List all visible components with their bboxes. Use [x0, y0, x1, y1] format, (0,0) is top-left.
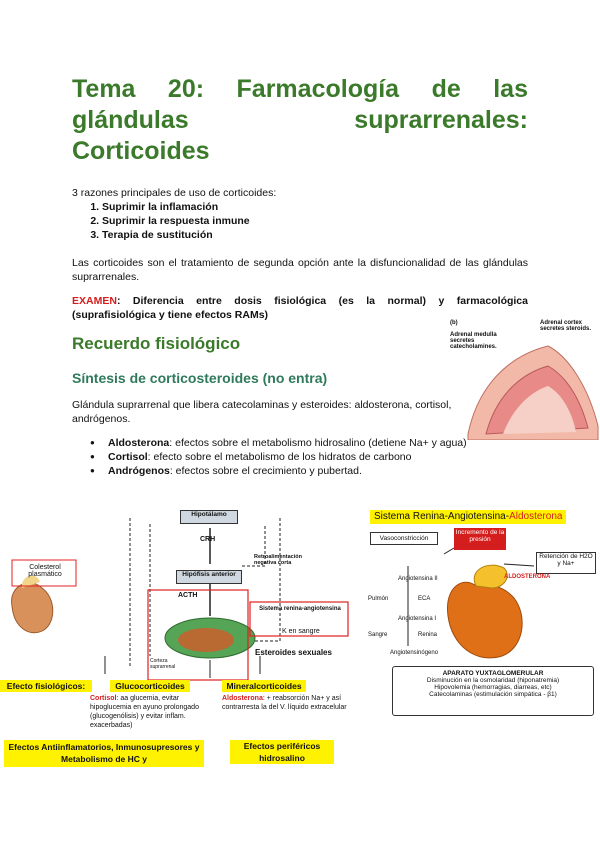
gland-text: Glándula suprarrenal que libera catecolaminas y esteroides: aldosterona, cortisol, andrógenos.	[72, 399, 452, 425]
exam-text: : Diferencia entre dosis fisiológica (es la normal) y farmacológica (suprafisiológica y tiene efectos RAMs)	[72, 295, 528, 321]
title-word: glándulas	[72, 106, 189, 134]
bullet-term: Cortisol	[108, 451, 148, 463]
raa-title-b: Aldosterona	[509, 511, 563, 522]
list-item: 1. Suprimir la inflamación	[102, 200, 250, 214]
efectos-peri-box: Efectos periféricos hidrosalino	[230, 740, 334, 764]
list-item	[90, 450, 470, 464]
aparato-box	[392, 666, 594, 716]
k-sangre-label: K en sangre	[282, 628, 320, 635]
crh-label: CRH	[200, 536, 216, 543]
reasons-list	[82, 200, 250, 242]
list-item: 3. Terapia de sustitución	[102, 228, 250, 242]
list-item	[90, 464, 470, 478]
aparato-title: APARATO YUXTAGLOMERULAR	[442, 670, 544, 677]
sangre-label: Sangre	[368, 632, 388, 638]
list-item: Disminución en la osmolaridad (hiponatremia)	[426, 677, 560, 684]
figure-tag: (b)	[450, 320, 458, 326]
sistema-ra-label: Sistema renina-angiotensina	[259, 606, 341, 612]
aldo-desc	[222, 694, 352, 712]
page-title	[72, 74, 528, 167]
colesterol-label: Colesterol plasmático	[28, 564, 62, 578]
angio-label: Angiotensinógeno	[390, 650, 439, 656]
bullet-text: : efectos sobre el metabolismo hidrosalino (detiene Na+ y agua)	[169, 437, 467, 449]
aldo-term: Aldosterona	[222, 695, 263, 702]
retro-label: Retroalimentación negativa corta	[254, 554, 302, 566]
cortisol-desc	[90, 694, 220, 730]
raa-title-a: Sistema Renina-Angiotensina-	[374, 511, 510, 522]
title-word: las	[493, 75, 528, 103]
title-word: de	[431, 75, 461, 103]
incremento-box: Incremento de la presión	[454, 528, 506, 550]
title-word: Tema	[72, 75, 136, 103]
cortisol-term: Cortisol	[90, 695, 117, 702]
list-item: 2. Suprimir la respuesta inmune	[102, 214, 250, 228]
hormone-list	[74, 436, 470, 478]
vaso-box: Vasoconstricción	[370, 532, 438, 545]
bullet-term: Aldosterona	[108, 437, 170, 449]
gluco-label: Glucocorticoides	[110, 680, 190, 692]
eca-label: ECA	[418, 596, 431, 602]
corteza-label: Corteza suprarrenal	[150, 658, 176, 670]
pulmon-label: Pulmón	[368, 596, 389, 602]
hipotalamo-box: Hipotálamo	[180, 510, 238, 524]
ang2-label: Angiotensina II	[398, 576, 438, 582]
mineral-label: Mineralcorticoides	[222, 680, 306, 692]
adrenal-gland-figure	[448, 316, 600, 440]
exam-label: EXAMEN	[72, 295, 117, 307]
hpa-axis-diagram	[0, 506, 360, 768]
hipofisis-box: Hipófisis anterior	[176, 570, 242, 584]
title-word: Corticoides	[72, 137, 210, 165]
efectos-anti-box: Efectos Antiinflamatorios, Inmunosupresores y Metabolismo de HC y	[4, 740, 204, 767]
section-heading: Recuerdo fisiológico	[72, 334, 241, 353]
list-item: Catecolaminas (estimulación simpática - β1)	[429, 691, 557, 698]
intro-text: 3 razones principales de uso de corticoides:	[72, 187, 277, 199]
cortisol-text: : aa glucemia, evitar hipoglucemia en ayuno prolongado (glucogenólisis) y evitar inflam. exacerbadas)	[90, 695, 199, 729]
list-item	[90, 436, 470, 450]
figure-label: Adrenal medulla secretes catecholamines.	[450, 332, 497, 350]
aldo-text: : + reabsorción Na+ y así contrarresta la del V. líquido extracelular	[222, 695, 347, 711]
bullet-text: : efectos sobre el crecimiento y pubertad.	[169, 465, 362, 477]
retencion-box: Retención de H2O y Na+	[536, 552, 596, 574]
title-word: 20:	[167, 75, 205, 103]
ang1-label: Angiotensina I	[398, 616, 437, 622]
list-item: Hipovolemia (hemorragias, diarreas, etc)	[434, 684, 552, 691]
subsection-heading: Síntesis de corticosteroides (no entra)	[72, 370, 328, 386]
bullet-term: Andrógenos	[108, 465, 170, 477]
aldosterona-label: ALDOSTERONA	[504, 574, 551, 580]
title-word: Farmacología	[236, 75, 400, 103]
bullet-text: : efecto sobre el metabolismo de los hidratos de carbono	[147, 451, 412, 463]
esteroides-label: Esteroides sexuales	[255, 648, 332, 657]
acth-label: ACTH	[178, 592, 198, 599]
efecto-label: Efecto fisiológicos:	[0, 680, 92, 692]
raa-diagram	[364, 506, 600, 720]
figure-label: Adrenal cortex secretes steroids.	[540, 320, 592, 332]
paragraph: Las corticoides son el tratamiento de segunda opción ante la disfuncionalidad de las glándulas suprarrenales.	[72, 257, 528, 283]
title-word: suprarrenales:	[354, 106, 528, 134]
renina-label: Renina	[418, 632, 438, 638]
